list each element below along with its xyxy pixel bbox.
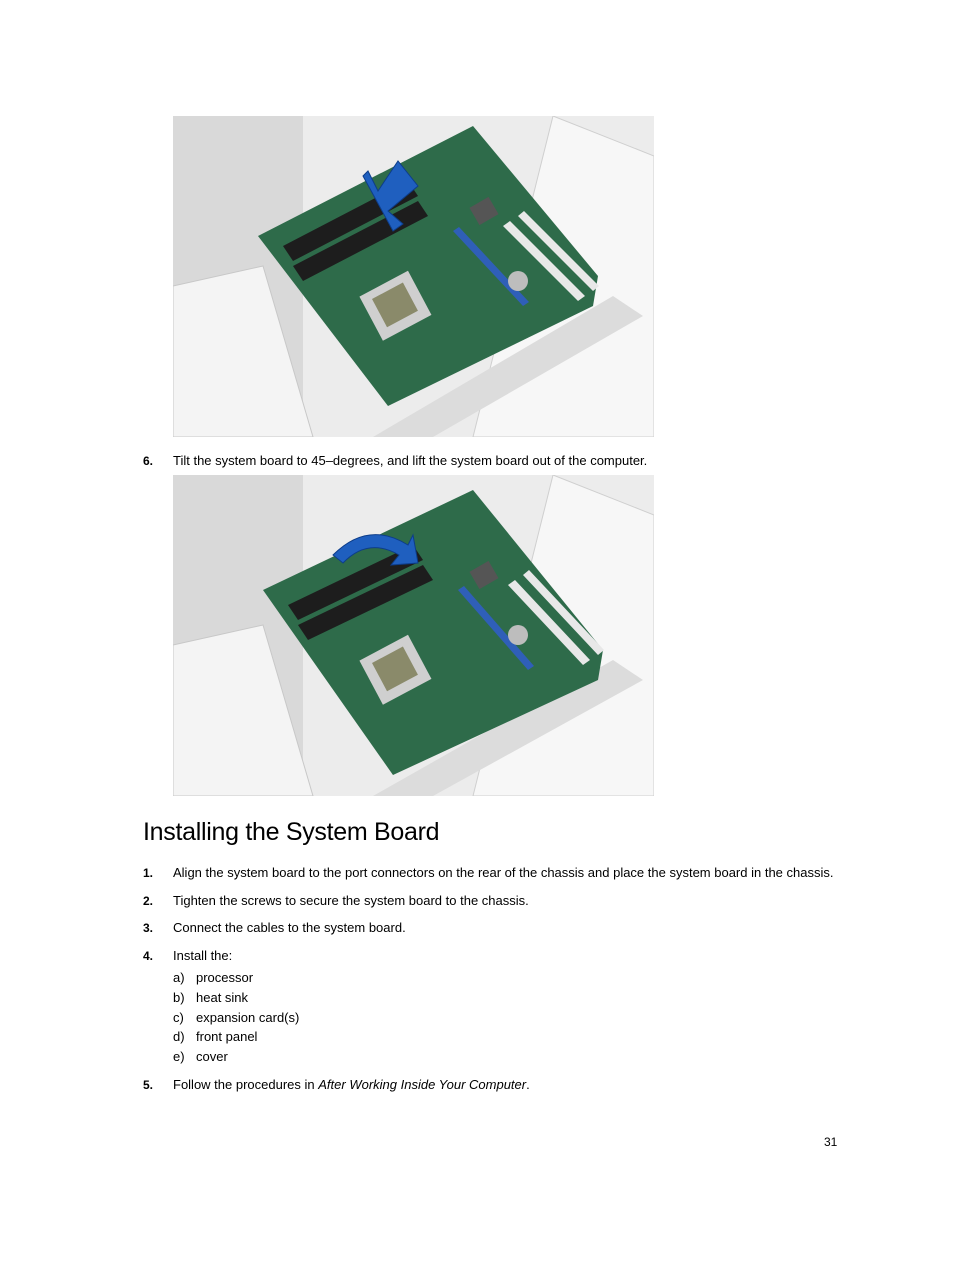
- step-text: Tilt the system board to 45–degrees, and lift the system board out of the computer.: [173, 453, 648, 468]
- step-text: Align the system board to the port connectors on the rear of the chassis and place the system board in the chassis.: [173, 865, 834, 880]
- step-number: 1.: [143, 866, 154, 880]
- step-number: 6.: [143, 454, 154, 468]
- item-text: cover: [196, 1049, 228, 1064]
- system-board-lift-photo: [173, 116, 654, 437]
- item-text: heat sink: [196, 990, 249, 1005]
- item-letter: a): [173, 970, 185, 985]
- item-letter: e): [173, 1049, 185, 1064]
- after-working-link[interactable]: After Working Inside Your Computer: [318, 1077, 527, 1092]
- photo-illustration: [173, 116, 654, 437]
- step-text-suffix: .: [526, 1077, 530, 1092]
- item-letter: c): [173, 1010, 184, 1025]
- step-text: [173, 1077, 530, 1093]
- step-number: 5.: [143, 1078, 154, 1092]
- step-number: 2.: [143, 894, 154, 908]
- section-title: Installing the System Board: [143, 818, 440, 846]
- item-text: processor: [196, 970, 254, 985]
- step-number: 3.: [143, 921, 154, 935]
- item-letter: d): [173, 1029, 185, 1044]
- step-text: Connect the cables to the system board.: [173, 920, 406, 935]
- item-letter: b): [173, 990, 185, 1005]
- step-number: 4.: [143, 949, 154, 963]
- page-number: 31: [824, 1135, 838, 1149]
- step-text: Tighten the screws to secure the system board to the chassis.: [173, 893, 529, 908]
- item-text: front panel: [196, 1029, 258, 1044]
- system-board-tilt-photo: [173, 475, 654, 796]
- step-text: Install the:: [173, 948, 233, 963]
- photo-illustration: [173, 475, 654, 796]
- item-text: expansion card(s): [196, 1010, 300, 1025]
- step-text-prefix: Follow the procedures in: [173, 1077, 319, 1092]
